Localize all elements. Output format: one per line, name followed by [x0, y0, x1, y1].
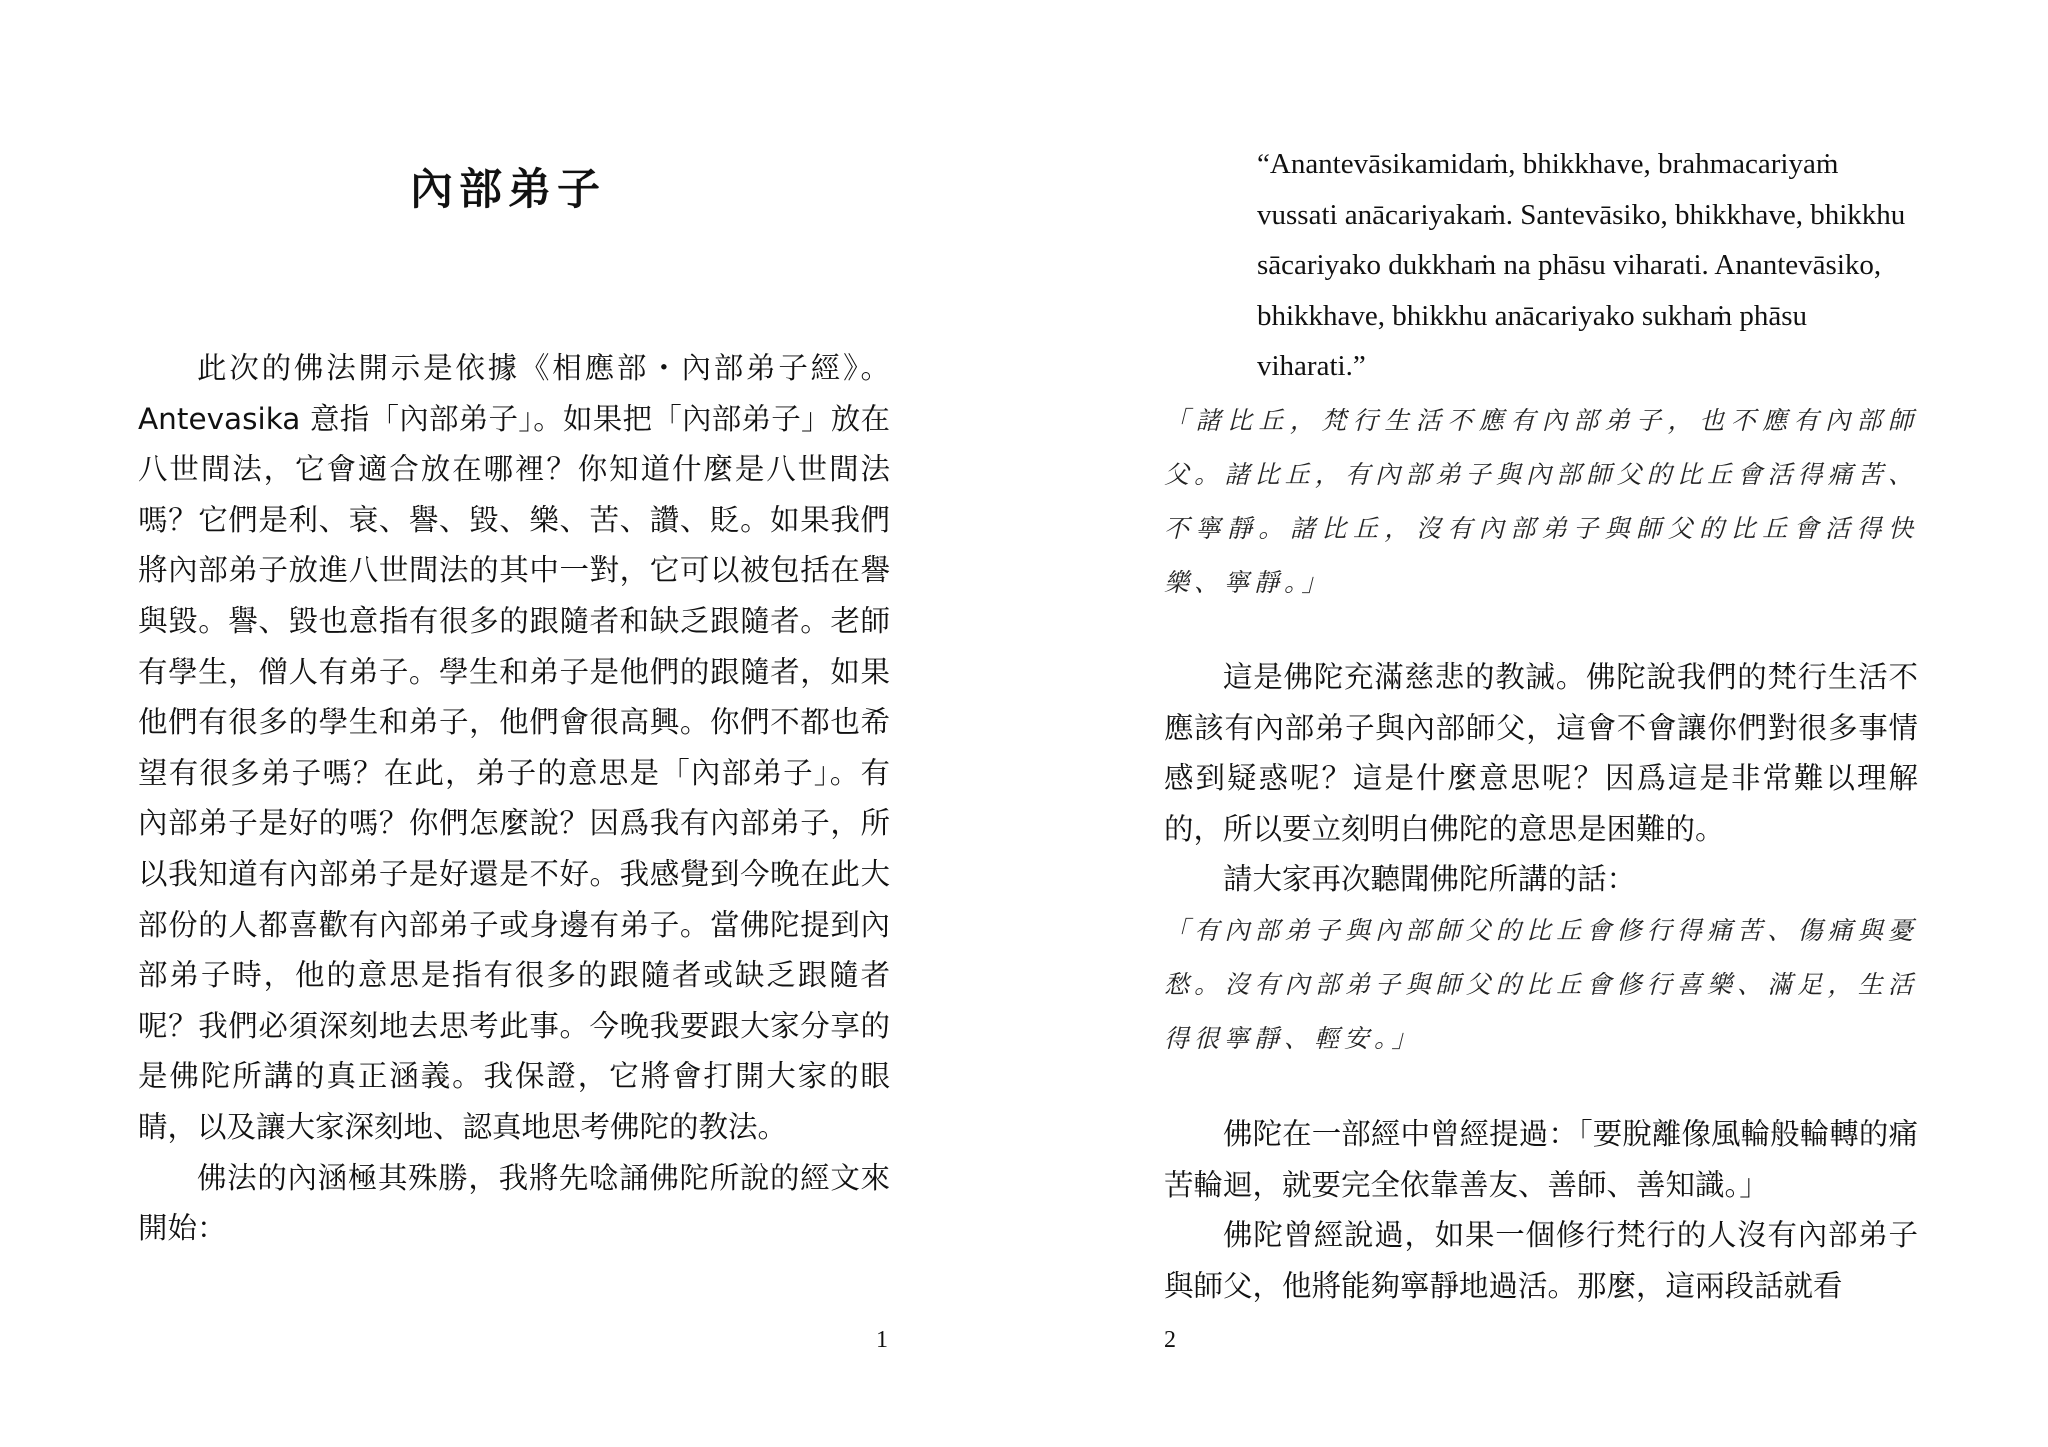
- paragraph: 此次的佛法開示是依據《相應部・內部弟子經》。Antevasika 意指「內部弟子」。如果把「內部弟子」放在八世間法，它會適合放在哪裡？你知道什麼是八世間法嗎？它們是利、衰、譽、毀、樂、苦、讚、貶。如果我們將內部弟子放進八世間法的其中一對，它可以被包括在譽與毀。譽、毀也意指有很多的跟隨者和缺乏跟隨者。老師有學生，僧人有弟子。學生和弟子是他們的跟隨者，如果他們有很多的學生和弟子，他們會很高興。你們不都也希望有很多弟子嗎？在此，弟子的意思是「內部弟子」。有內部弟子是好的嗎？你們怎麼說？因爲我有內部弟子，所以我知道有內部弟子是好還是不好。我感覺到今晚在此大部份的人都喜歡有內部弟子或身邊有弟子。當佛陀提到內部弟子時，他的意思是指有很多的跟隨者或缺乏跟隨者呢？我們必須深刻地去思考此事。今晚我要跟大家分享的是佛陀所講的真正涵義。我保證，它將會打開大家的眼睛，以及讓大家深刻地、認真地思考佛陀的教法。: [138, 351, 890, 1144]
- left-body-text: [138, 343, 890, 1254]
- handwritten-translation-2: [1164, 904, 1918, 1066]
- right-body-text-1: [1164, 652, 1918, 905]
- page-number-right: 2: [1164, 1327, 1176, 1353]
- page-number-left: 1: [876, 1327, 888, 1353]
- paragraph: 佛陀在一部經中曾經提過：「要脫離像風輪般輪轉的痛苦輪迴，就要完全依靠善友、善師、善知識。」: [1164, 1117, 1918, 1202]
- chapter-title: 內部弟子: [410, 165, 606, 215]
- pali-quote-text: “Anantevāsikamidaṁ, bhikkhave, brahmacariyaṁ vussati anācariyakaṁ. Santevāsiko, bhikkhave, bhikkhu sācariyako dukkhaṁ na phāsu viharati. Anantevāsiko, bhikkhave, bhikkhu anācariyako sukhaṁ phāsu viharati.”: [1257, 148, 1906, 382]
- translation-text: 「有內部弟子與內部師父的比丘會修行得痛苦、傷痛與憂愁。沒有內部弟子與師父的比丘會修行喜樂、滿足，生活得很寧靜、輕安。」: [1164, 916, 1918, 1053]
- handwritten-translation-1: [1164, 394, 1918, 610]
- paragraph: 這是佛陀充滿慈悲的教誡。佛陀說我們的梵行生活不應該有內部弟子與內部師父，這會不會讓你們對很多事情感到疑惑呢？這是什麼意思呢？因爲這是非常難以理解的，所以要立刻明白佛陀的意思是困難的。: [1164, 660, 1918, 846]
- paragraph: 佛法的內涵極其殊勝，我將先唸誦佛陀所說的經文來開始：: [138, 1160, 890, 1246]
- paragraph: 佛陀曾經說過，如果一個修行梵行的人沒有內部弟子與師父，他將能夠寧靜地過活。那麼，這兩段話就看: [1164, 1218, 1918, 1303]
- translation-text: 「諸比丘，梵行生活不應有內部弟子，也不應有內部師父。諸比丘，有內部弟子與內部師父的比丘會活得痛苦、不寧靜。諸比丘，沒有內部弟子與師父的比丘會活得快樂、寧靜。」: [1164, 406, 1918, 597]
- pali-quote: [1257, 139, 1917, 392]
- paragraph: 請大家再次聽聞佛陀所講的話：: [1223, 862, 1637, 897]
- right-body-text-2: [1164, 1109, 1918, 1311]
